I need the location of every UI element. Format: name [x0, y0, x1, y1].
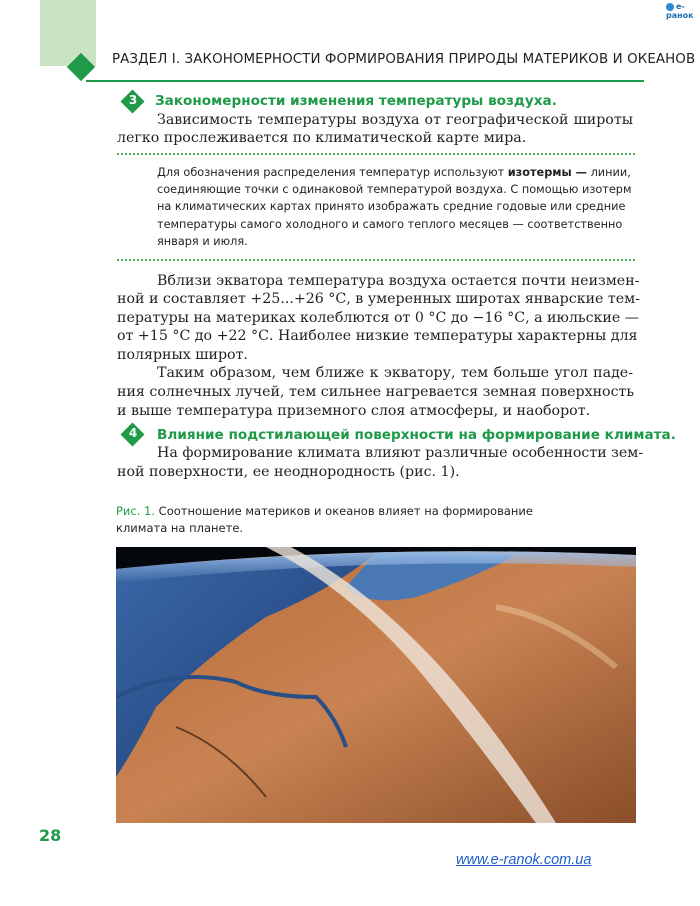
text-line: полярных широт. — [117, 346, 248, 363]
text-line: На формирование климата влияют различные особенности зем- — [157, 445, 644, 461]
publisher-logo — [666, 2, 700, 20]
caption-line: климата на планете. — [116, 521, 244, 535]
note-line: на климатических картах принято изображать средние годовые или средние — [157, 200, 626, 214]
text-line: ной поверхности, ее неоднородность (рис. 1). — [117, 464, 460, 480]
note-line — [157, 164, 637, 181]
section-3-badge — [122, 91, 144, 113]
section-number: 3 — [128, 93, 138, 107]
term-isotherms: изотермы — [507, 166, 572, 179]
earth-photo-illustration — [116, 547, 636, 823]
note-text: Для обозначения распределения температур используют — [157, 166, 508, 179]
text-line: от +15 °С до +22 °С. Наиболее низкие температуры характерны для — [117, 328, 638, 345]
header-tab-decoration — [40, 0, 96, 66]
text-line: легко прослеживается по климатической карте мира. — [117, 130, 527, 146]
caption-text: Соотношение материков и океанов влияет на формирование — [155, 504, 533, 518]
paragraph-1 — [117, 290, 641, 364]
section-4-badge — [122, 424, 144, 446]
figure-caption — [116, 503, 616, 537]
header-divider — [86, 80, 644, 82]
note-dash: — — [571, 166, 587, 179]
earth-photo — [116, 547, 636, 823]
section-4-heading: Влияние подстилающей поверхности на формирование климата. — [157, 427, 676, 443]
text-line: ной и составляет +25...+26 °С, в умеренных широтах январские тем- — [117, 291, 641, 307]
note-line: соединяющие точки с одинаковой температурой воздуха. С помощью изотерм — [157, 183, 632, 197]
figure-label: Рис. 1. — [116, 504, 156, 518]
note-text: линии, — [586, 166, 631, 179]
section-title: РАЗДЕЛ I. ЗАКОНОМЕРНОСТИ ФОРМИРОВАНИЯ ПРИРОДЫ МАТЕРИКОВ И ОКЕАНОВ — [112, 52, 696, 67]
paragraph-2 — [117, 383, 633, 420]
dotted-divider — [117, 153, 635, 155]
paragraph-2-first — [157, 364, 633, 383]
section-3-intro-cont — [117, 129, 633, 148]
text-line: ния солнечных лучей, тем сильнее нагревается земная поверхность — [117, 384, 635, 400]
text-line: Вблизи экватора температура воздуха остается почти неизмен- — [157, 273, 640, 289]
dotted-divider — [117, 259, 635, 261]
section-number: 4 — [128, 426, 138, 440]
section-3-heading: Закономерности изменения температуры воздуха. — [155, 93, 557, 109]
logo-icon — [666, 3, 674, 11]
section-4-text — [117, 463, 633, 482]
paragraph-1-first — [157, 272, 640, 291]
text-line: Таким образом, чем ближе к экватору, тем больше угол паде- — [157, 365, 633, 381]
note-line: января и июля. — [157, 234, 248, 248]
website-link[interactable]: www.e-ranok.com.ua — [456, 852, 592, 868]
text-line: Зависимость температуры воздуха от географической широты — [157, 112, 633, 128]
caption-line — [116, 503, 616, 520]
section-4-text-first — [157, 444, 644, 463]
text-line: и выше температура приземного слоя атмосферы, и наоборот. — [117, 402, 591, 419]
isotherm-note — [157, 164, 637, 250]
page-number: 28 — [39, 826, 62, 845]
section-3-intro — [157, 111, 633, 130]
note-line: температуры самого холодного и самого теплого месяцев — соответственно — [157, 217, 623, 231]
logo-text: e-ранок — [666, 2, 694, 20]
text-line: пературы на материках колеблются от 0 °С до −16 °С, а июльские — — [117, 309, 639, 326]
